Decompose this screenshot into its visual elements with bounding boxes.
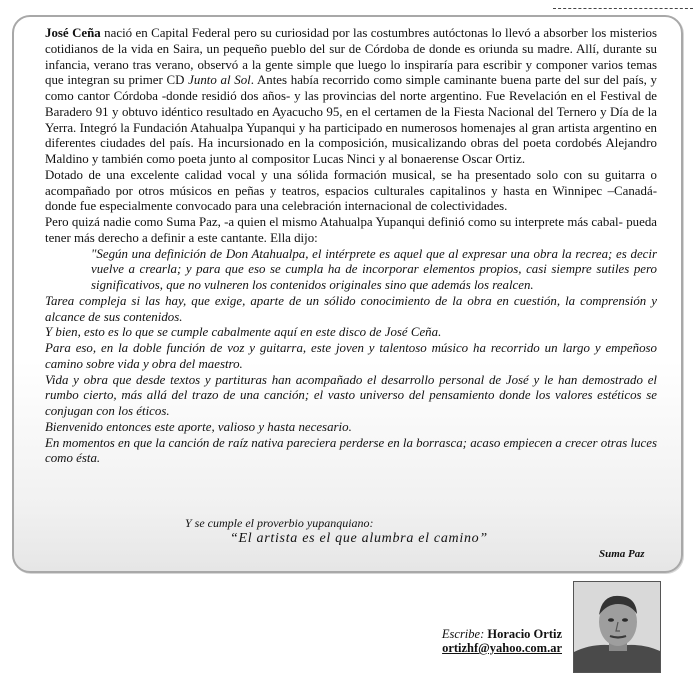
author-email[interactable]: ortizhf@yahoo.com.ar (442, 641, 562, 655)
proverb-intro: Y se cumple el proverbio yupanquiano: (185, 516, 374, 530)
byline-name: Horacio Ortiz (487, 627, 562, 641)
quote-paragraph-1: "Según una definición de Don Atahualpa, el intérprete es aquel que al expresar una obra la recrea; es decir vuelve a crearla; y para que eso se cumpla ha de incorporar elementos propios, casi siempre sutiles pero significativos, que no vulneren los contenidos originales sino que además los realcen. (91, 246, 657, 292)
author-portrait-image (574, 582, 661, 673)
author-name: José Ceña (45, 26, 101, 40)
article-body (45, 26, 657, 467)
paragraph-intro-quote: Pero quizá nadie como Suma Paz, -a quien el mismo Atahualpa Yupanqui definió como su interprete más cabal- pueda tener más derecho a definir a este cantante. Ella dijo: (45, 215, 657, 245)
paragraph-bio-text: nació en Capital Federal pero su curiosidad por las costumbres autóctonas lo llevó a absorber los misterios cotidianos de la vida en Saira, un pequeño pueblo del sur de Córdoba de donde es oriunda su madre. Allí, durante su infancia, verano tras verano, observó a la gente simple que luego lo inspiraría para escribir y componer varios temas que integran su primer CD (45, 26, 657, 88)
paragraph-bio (45, 26, 657, 168)
paragraph-career: Dotado de una excelente calidad vocal y una sólida formación musical, se ha presentado solo con su guitarra o acompañado por otros músicos en peñas y teatros, espacios culturales capitalinos y hasta en Winnipec –Canadá- donde fue especialmente convocado para una celebración internacional de colectividades. (45, 167, 657, 214)
byline (442, 627, 562, 655)
byline-label: Escribe: (441, 627, 485, 641)
paragraph-bio-end: . Antes había recorrido como simple caminante buena parte del sur del país, y como cantor Córdoba -donde residió dos años- y las provincias del norte argentino. Fue Revelación en el Festival de Baradero 91 y obtuvo idéntico resultado en Ayacucho 95, en el certamen de la Fiesta Nacional del Ternero y Día de la Yerra. Integró la Fundación Atahualpa Yupanqui y ha participado en numerosos homenajes al gran artista argentino en diferentes ciudades del país. Ha incursionado en la composición, musicalizando obras del poeta cordobés Alejandro Maldino y también como poeta junto al compositor Lucas Ninci y al bonaerense Oscar Ortiz. (45, 73, 657, 166)
quote-paragraph-4: Para eso, en la doble función de voz y guitarra, este joven y talentoso músico ha recorrido un largo y empeñoso camino sobre vida y obra del maestro. (45, 341, 657, 371)
top-dashed-rule (553, 8, 693, 9)
proverb-text: “El artista es el que alumbra el camino” (230, 531, 488, 546)
album-title: Junto al Sol (188, 73, 251, 88)
quote-paragraph-3: Y bien, esto es lo que se cumple cabalmente aquí en este disco de José Ceña. (45, 325, 442, 340)
author-photo (573, 581, 661, 673)
quote-paragraph-7: En momentos en que la canción de raíz nativa pareciera perderse en la borrasca; acaso empiecen a crecer otras luces como ésta. (45, 435, 657, 466)
byline-author (442, 627, 562, 641)
quote-paragraph-5: Vida y obra que desde textos y partituras han acompañado el desarrollo personal de José y le han demostrado el rumbo cierto, más allá del trazo de una canción; el vasto universo del pensamiento donde los valores estéticos se conjugan con los éticos. (45, 372, 657, 418)
signature: Suma Paz (599, 548, 645, 560)
quote-paragraph-2: Tarea compleja si las hay, que exige, aparte de un sólido conocimiento de la obra en cuestión, la comprensión y alcance de sus contenidos. (45, 293, 657, 324)
quote-paragraph-6: Bienvenido entonces este aporte, valioso y hasta necesario. (45, 419, 352, 434)
